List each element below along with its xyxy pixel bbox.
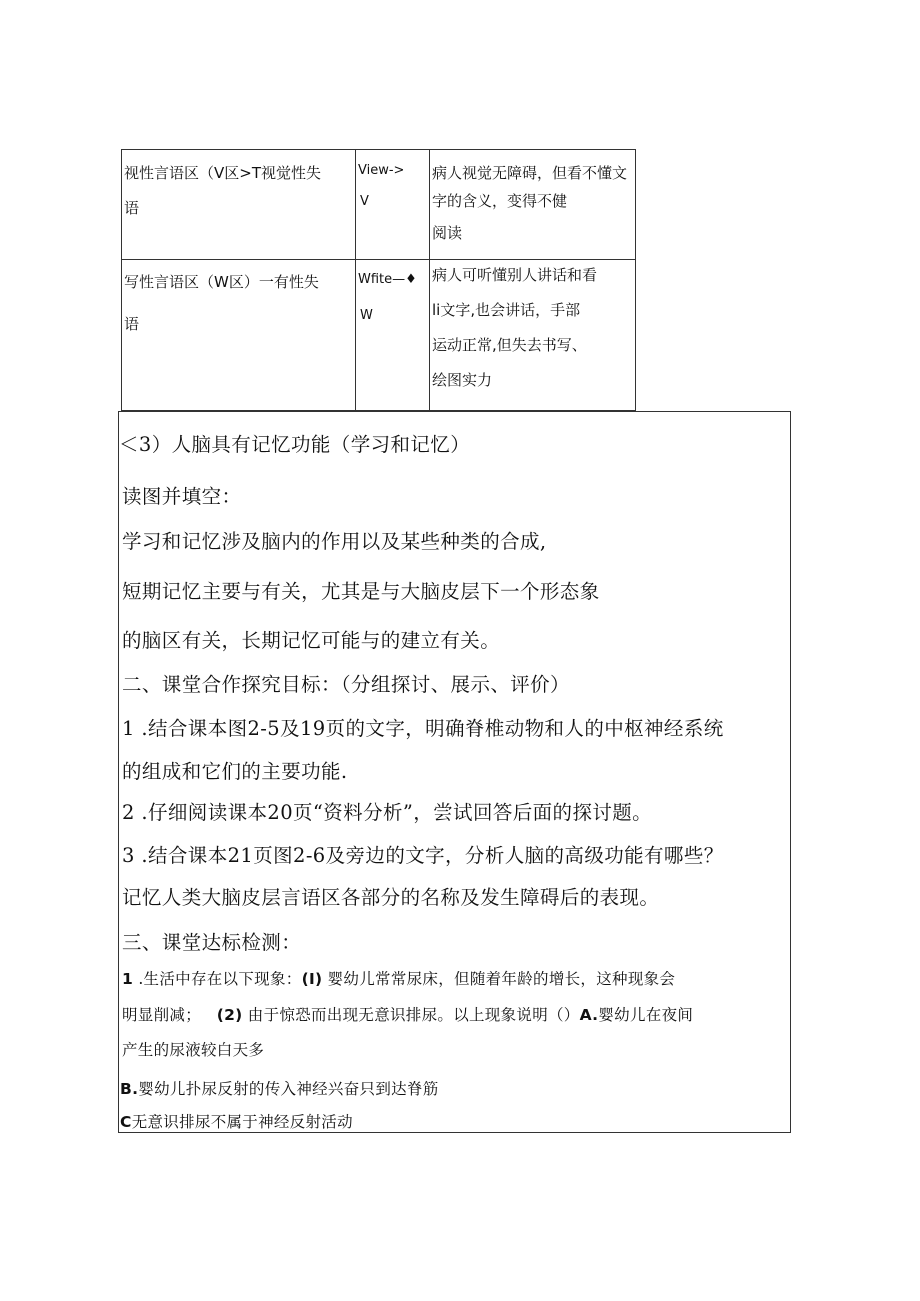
option-text: 无意识排尿不属于神经反射活动 [131,1113,353,1131]
symptom-text: 病人视觉无障碍，但看不懂文 [432,164,628,182]
symptom-text: 运动正常,但失去书写、 [432,336,587,355]
symptom-text: 绘图实力 [432,371,493,390]
read-fill-prompt: 读图并填空： [122,485,242,508]
code-text: W [360,308,373,324]
option-letter: C [120,1113,132,1131]
table-row [122,260,636,411]
code-cell [356,150,430,260]
code-text: Wfite—♦ [358,272,417,288]
fill-blank-line: 的脑区有关，长期记忆可能与的建立有关。 [122,629,501,652]
option-line [120,1077,439,1099]
language-area-table [121,149,636,411]
option-line [120,1110,353,1132]
symptom-cell [430,260,636,411]
symptom-text: 字的含义，变得不健 [432,192,568,210]
question-line [122,967,675,989]
goal-item: 记忆人类大脑皮层言语区各部分的名称及发生障碍后的表现。 [122,886,660,909]
symptom-cell [430,150,636,260]
code-cell [356,260,430,411]
option-letter: A. [579,1006,599,1024]
area-text: 语 [124,315,140,334]
section-three-title: 三、课堂达标检测： [122,931,302,954]
symptom-text: li文字,也会讲话，手部 [432,301,581,320]
question-number: 1 [122,970,134,988]
symptom-text: 阅读 [432,224,463,242]
question-line [122,1003,693,1025]
area-text: 语 [124,199,140,217]
section-two-title: 二、课堂合作探究目标：（分组探讨、展示、评价） [122,673,570,696]
code-text: View-> [358,163,405,178]
fill-blank-line: 短期记忆主要与有关，尤其是与大脑皮层下一个形态象 [122,580,600,603]
goal-item: 的组成和它们的主要功能. [122,760,348,783]
symptom-text: 病人可听懂别人讲话和看 [432,266,598,285]
fill-blank-line: 学习和记忆涉及脑内的作用以及某些种类的合成, [122,530,547,553]
lesson-content-box [118,411,791,1133]
question-text: .生活中存在以下现象： [133,970,302,988]
question-line: 产生的尿液较白天多 [122,1041,265,1059]
option-text: 婴幼儿在夜间 [598,1006,694,1024]
question-text: 由于惊恐而出现无意识排尿。以上现象说明（） [242,1006,580,1024]
goal-item: 1 .结合课本图2-5及19页的文字，明确脊椎动物和人的中枢神经系统 [122,717,724,740]
memory-heading: ＜3）人脑具有记忆功能（学习和记忆） [119,433,471,456]
area-cell [122,150,356,260]
question-marker: (I) [301,970,323,988]
area-cell [122,260,356,411]
question-text: 明显削减； [122,1006,202,1024]
code-text: V [360,194,369,209]
area-text: 视性言语区（V区>T视觉性失 [124,164,321,182]
table-row [122,150,636,260]
goal-item: 2 .仔细阅读课本20页“资料分析”，尝试回答后面的探讨题。 [122,801,653,824]
option-letter: B. [120,1080,139,1098]
area-text: 写性言语区（W区）一有性失 [124,273,319,292]
question-marker: (2) [216,1006,243,1024]
option-text: 婴幼儿扑尿反射的传入神经兴奋只到达脊筋 [138,1080,439,1098]
question-text: 婴幼儿常常尿床，但随着年龄的增长，这种现象会 [322,970,676,988]
goal-item: 3 .结合课本21页图2-6及旁边的文字，分析人脑的高级功能有哪些？ [122,844,724,867]
